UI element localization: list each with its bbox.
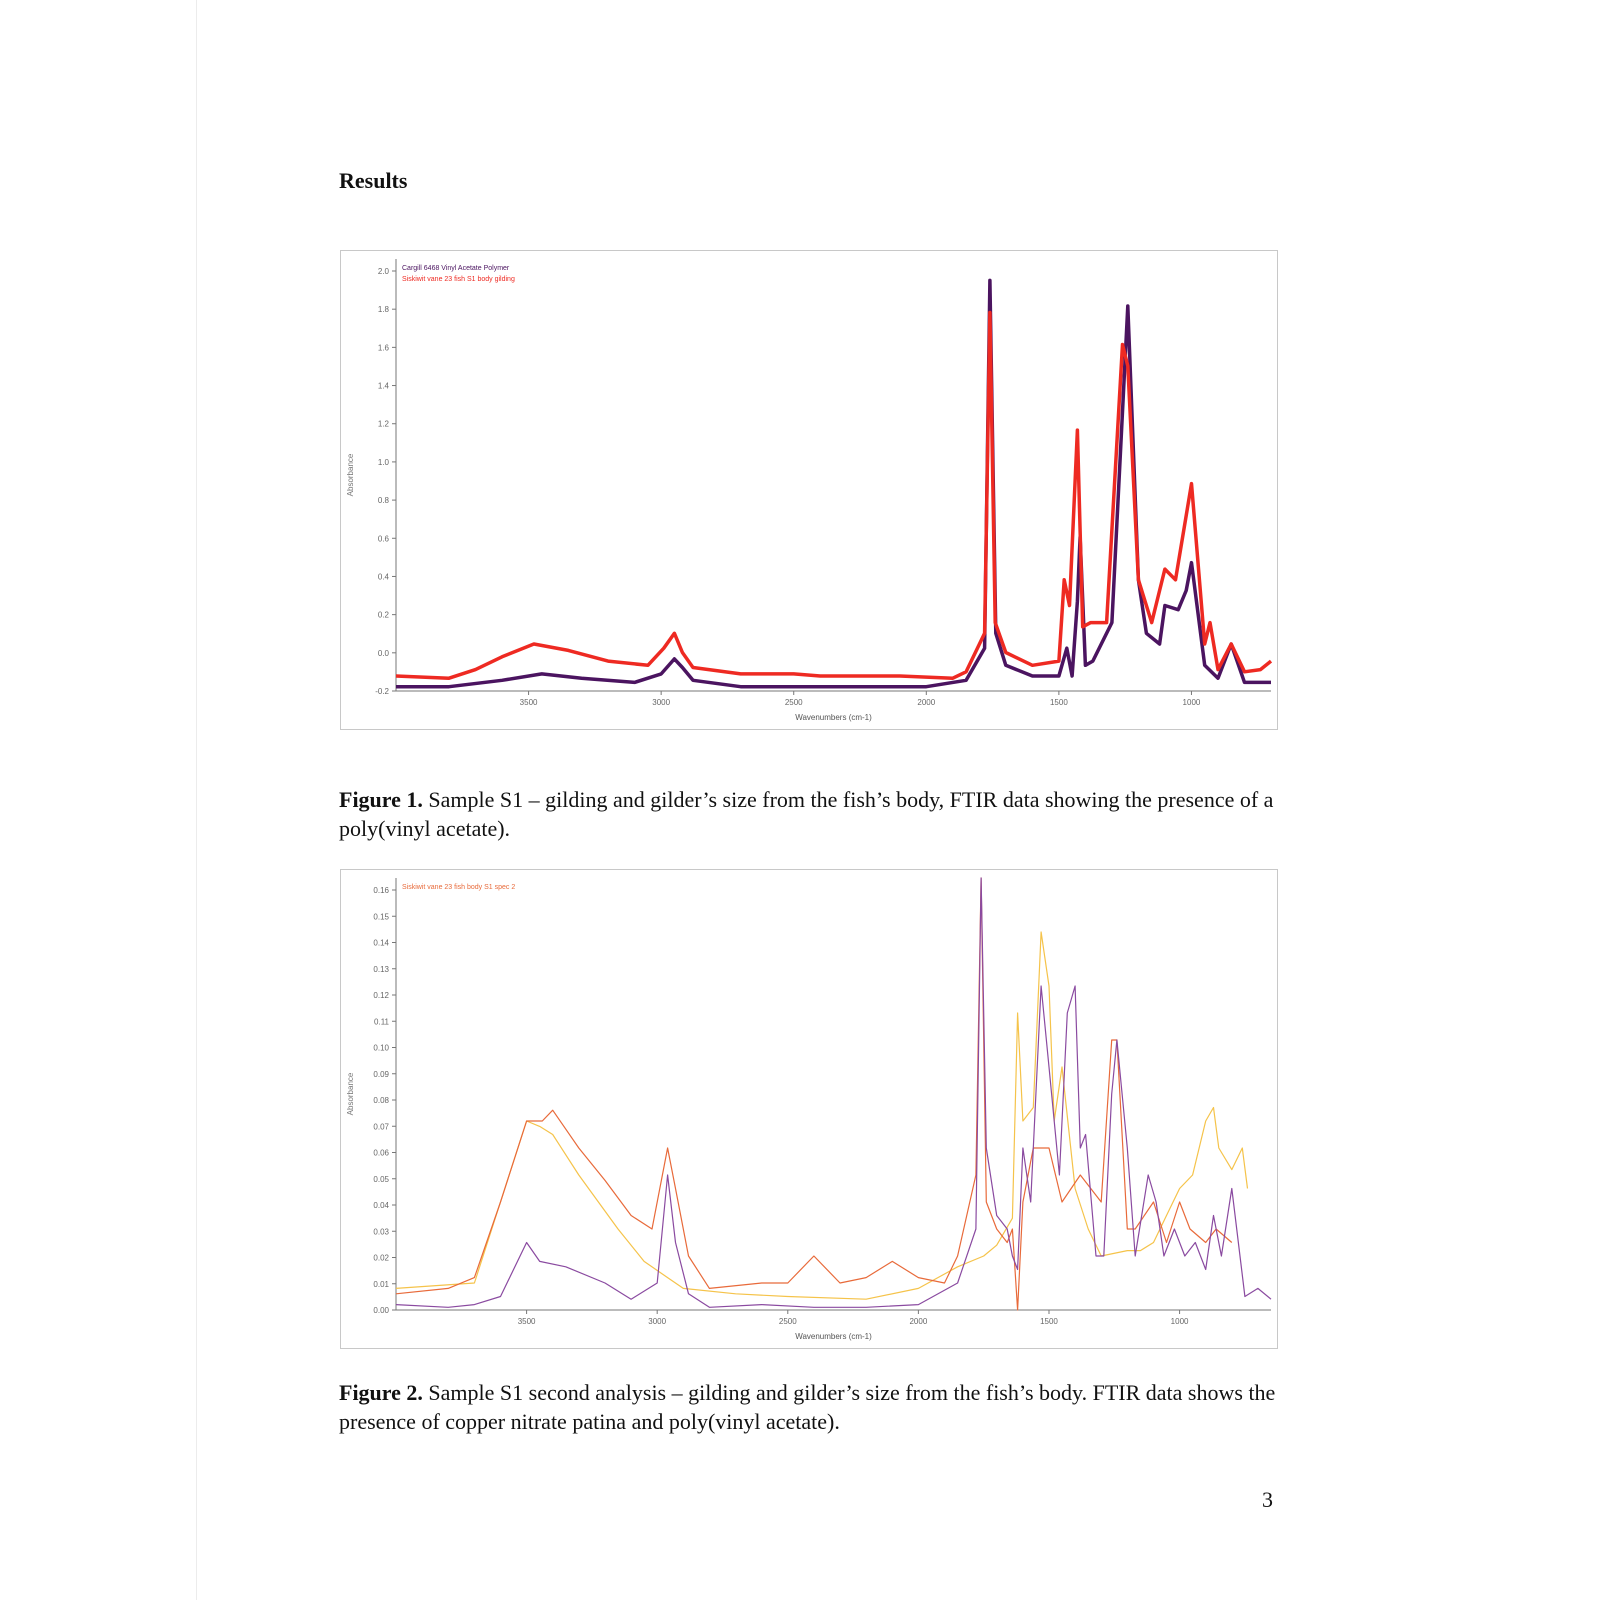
chart1-y-tick-label: 2.0 [377,267,389,276]
chart2-y-tick-label: 0.03 [373,1227,389,1237]
chart1-y-tick-label: 1.0 [377,457,389,467]
chart2-y-tick-label: 0.14 [373,938,389,948]
chart2-series-line [396,932,1248,1299]
chart2-x-tick-label: 1000 [1170,1317,1189,1326]
figure-2-caption [339,1378,1279,1436]
chart2-y-tick-label: 0.10 [373,1043,389,1053]
chart1-y-tick-label: 1.8 [377,305,389,315]
chart2-y-tick-label: 0.02 [373,1253,389,1263]
figure-2-svg [341,870,1277,1348]
section-heading: Results [339,168,408,193]
chart2-x-tick-label: 2000 [909,1317,928,1326]
figure-1-chart [340,250,1278,730]
chart1-y-tick-label: 0.8 [377,496,389,506]
page-number: 3 [1262,1487,1273,1512]
figure-1-caption [339,785,1279,843]
chart1-legend-entry: Cargill 6468 Vinyl Acetate Polymer [402,265,510,272]
chart2-series-line [396,878,1232,1310]
chart1-x-tick-label: 2500 [784,698,803,707]
chart1-legend-entry: Siskiwit vane 23 fish S1 body gilding [402,276,515,283]
chart1-series-line [396,280,1271,686]
chart2-series-line [396,878,1271,1307]
chart2-y-tick-label: 0.05 [373,1174,389,1184]
chart2-x-tick-label: 2500 [778,1317,797,1326]
chart1-y-tick-label: 0.4 [377,572,389,582]
chart1-y-tick-label: 1.4 [377,381,389,391]
chart1-x-tick-label: 1500 [1049,698,1068,707]
figure-2-caption-label: Figure 2. [339,1380,423,1405]
chart1-x-axis-label: Wavenumbers (cm-1) [795,713,872,722]
chart2-y-tick-label: 0.11 [374,1017,389,1027]
chart2-y-tick-label: 0.09 [373,1069,389,1079]
chart2-y-tick-label: 0.13 [373,964,389,974]
figure-2-caption-text: Sample S1 second analysis – gilding and gilder’s size from the fish’s body. FTIR data shows the presence of copper nitrate patina and poly(vinyl acetate). [339,1380,1276,1434]
chart2-y-tick-label: 0.00 [373,1306,389,1315]
chart2-y-axis-label: Absorbance [346,1072,355,1116]
chart2-y-tick-label: 0.04 [373,1201,389,1210]
chart2-y-tick-label: 0.12 [373,991,389,1000]
chart1-series-line [396,313,1271,679]
figure-2-chart [340,869,1278,1349]
chart2-legend-entry: Siskiwit vane 23 fish body S1 spec 2 [402,884,516,891]
figure-1-svg [341,251,1277,729]
page-margin-line [196,0,197,1600]
chart2-y-tick-label: 0.07 [373,1122,389,1132]
chart1-x-tick-label: 3500 [519,698,538,707]
chart1-y-axis-label: Absorbance [346,453,355,497]
chart2-y-tick-label: 0.15 [373,912,389,922]
chart1-y-tick-label: 0.6 [377,534,389,544]
chart1-y-tick-label: 1.6 [377,343,389,353]
chart1-y-tick-label: -0.2 [375,687,389,696]
figure-1-caption-label: Figure 1. [339,787,423,812]
chart1-y-tick-label: 1.2 [377,419,389,429]
chart2-x-tick-label: 3500 [517,1317,536,1326]
chart2-y-tick-label: 0.06 [373,1148,389,1158]
chart1-x-tick-label: 3000 [652,698,671,707]
chart2-x-axis-label: Wavenumbers (cm-1) [795,1332,872,1341]
chart2-x-tick-label: 3000 [648,1317,667,1326]
chart2-y-tick-label: 0.08 [373,1096,389,1105]
chart2-x-tick-label: 1500 [1040,1317,1058,1326]
chart1-x-tick-label: 1000 [1182,698,1201,707]
chart1-y-tick-label: 0.0 [377,648,389,658]
figure-1-caption-text: Sample S1 – gilding and gilder’s size from the fish’s body, FTIR data showing the presence of a poly(vinyl acetate). [339,787,1274,841]
chart2-y-tick-label: 0.01 [373,1279,389,1289]
chart2-y-tick-label: 0.16 [373,886,389,895]
chart1-y-tick-label: 0.2 [377,610,389,620]
chart1-x-tick-label: 2000 [917,698,936,707]
